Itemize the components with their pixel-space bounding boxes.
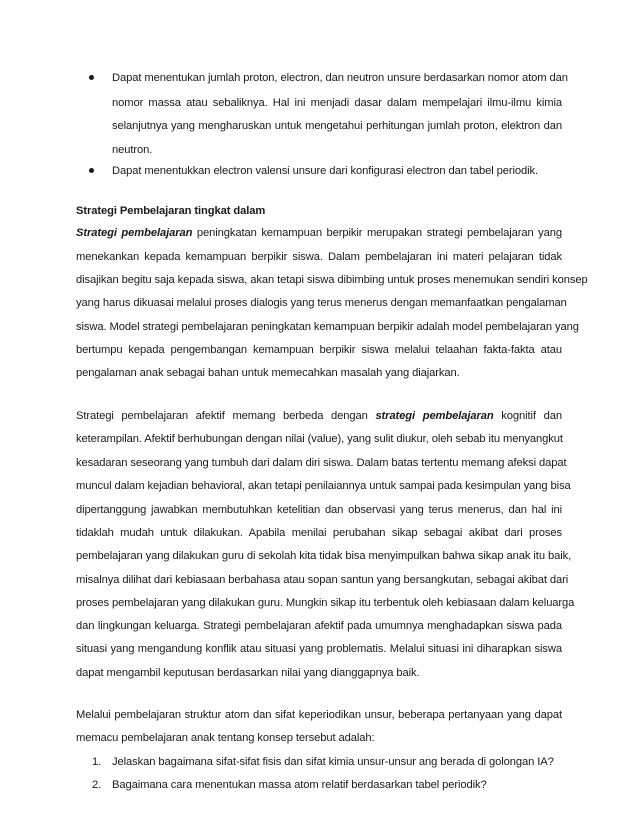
para-1-line-4: yang harus dikuasai melalui proses dialogis yang terus menerus dengan memanfaatkan pengalaman <box>76 297 567 309</box>
bullet-dot <box>89 168 94 173</box>
para-3-line-2: memacu pembelajaran anak tentang konsep tersebut adalah: <box>76 732 375 744</box>
para-1-line-5: siswa. Model strategi pembelajaran peningkatan kemampuan berpikir adalah model pembelajaran yang <box>76 321 579 333</box>
para-2-line-1 <box>76 409 562 423</box>
para-2-line-8: misalnya dilihat dari kebiasaan berbahasa atau sopan santun yang bersangkutan, sebagai akibat dari <box>76 574 569 586</box>
para-2-line-7: pembelajaran yang dilakukan guru di sekolah kita tidak bisa menyimpulkan bahwa sikap anak itu baik, <box>76 550 572 562</box>
para-2-line-11: situasi yang mengandung konflik atau situasi yang problematis. Melalui situasi ini diharapkan siswa <box>76 643 562 655</box>
para-1-line-3: disajikan begitu saja kepada siswa, akan tetapi siswa dibimbing untuk proses menemukan sendiri konsep <box>76 274 588 286</box>
para-2-term: strategi pembelajaran <box>375 410 494 422</box>
para-2-line-2: keterampilan. Afektif berhubungan dengan nilai (value), yang sulit diukur, oleh sebab itu menyangkut <box>76 433 563 445</box>
para-2-line-9: proses pembelajaran yang dilakukan guru. Mungkin sikap itu terbentuk oleh kebiasaan dalam keluarga <box>76 597 575 609</box>
para-1-line-1 <box>76 226 562 240</box>
para-3-line-1: Melalui pembelajaran struktur atom dan sifat keperiodikan unsur, beberapa pertanyaan yang dapat <box>76 709 562 721</box>
para-2-line-12: dapat mengambil keputusan berdasarkan nilai yang dianggapnya baik. <box>76 667 420 679</box>
question-1-number: 1. <box>92 756 102 768</box>
para-1-line-1-rest: peningkatan kemampuan berpikir merupakan strategi pembelajaran yang <box>196 227 563 239</box>
bullet-2-line-1: Dapat menentukkan electron valensi unsure dari konfigurasi electron dan tabel periodik. <box>112 165 539 177</box>
bullet-dot <box>89 75 94 80</box>
para-2-line-6: tidaklah mudah untuk dilakukan. Apabila menilai perubahan sikap sebagai akibat dari proses <box>76 527 562 539</box>
para-2-line-1-end: kognitif dan <box>501 410 562 422</box>
bullet-1-line-2: nomor massa atau sebaliknya. Hal ini menjadi dasar dalam mempelajari ilmu-ilmu kimia <box>112 97 562 109</box>
bullet-1-line-4: neutron. <box>112 144 153 156</box>
para-1-line-2: menekankan kepada kemampuan berpikir siswa. Dalam pembelajaran ini materi pelajaran tidak <box>76 251 562 263</box>
para-2-line-1-start: Strategi pembelajaran afektif memang berbeda dengan <box>76 410 368 422</box>
bullet-1-line-3: selanjutnya yang mengharuskan untuk mengetahui perhitungan jumlah proton, elektron dan <box>112 120 562 132</box>
question-2-number: 2. <box>92 779 102 791</box>
para-2-line-4: muncul dalam kejadian behavioral, akan tetapi penilaiannya untuk sampai pada kesimpulan yang bisa <box>76 480 571 492</box>
para-2-line-3: kesadaran seseorang yang tumbuh dari dalam diri siswa. Dalam batas tertentu memang afeksi dapat <box>76 457 567 469</box>
question-2-text: Bagaimana cara menentukan massa atom relatif berdasarkan tabel periodik? <box>112 779 487 791</box>
para-2-line-5: dipertanggung jawabkan membutuhkan ketelitian dan observasi yang terus menerus, dan hal ini <box>76 504 562 516</box>
para-2-line-10: dan lingkungan keluarga. Strategi pembelajaran afektif pada umumnya menghadapkan siswa pada <box>76 620 562 632</box>
para-1-term: Strategi pembelajaran <box>76 227 193 239</box>
question-1-text: Jelaskan bagaimana sifat-sifat fisis dan sifat kimia unsur-unsur ang berada di golongan IA? <box>112 756 554 768</box>
bullet-1-line-1: Dapat menentukan jumlah proton, electron, dan neutron unsure berdasarkan nomor atom dan <box>112 72 568 84</box>
para-1-line-6: bertumpu kepada pengembangan kemampuan berpikir siswa melalui telaahan fakta-fakta atau <box>76 344 562 356</box>
section-heading: Strategi Pembelajaran tingkat dalam <box>76 205 266 217</box>
para-1-line-7: pengalaman anak sebagai bahan untuk memecahkan masalah yang diajarkan. <box>76 367 460 379</box>
